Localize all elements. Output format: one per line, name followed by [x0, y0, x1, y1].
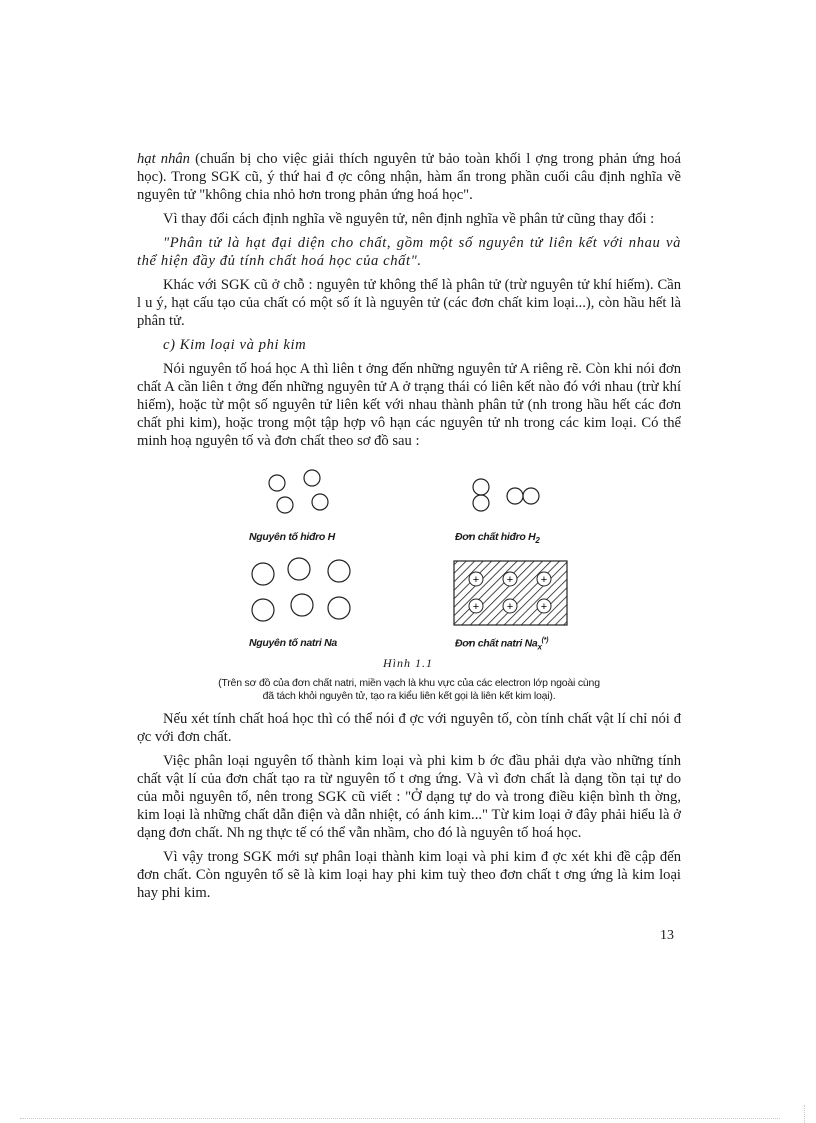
caption-sodium-substance-text: Đơn chất natri Na: [455, 637, 538, 650]
paragraph-1-lead: hạt nhân: [137, 151, 190, 167]
caption-hydrogen-element: Nguyên tố hiđro H: [249, 531, 335, 543]
subscript-2: 2: [535, 536, 540, 546]
bottom-dotted-border: [20, 1118, 780, 1119]
footnote-mark: (*): [541, 637, 549, 644]
paragraph-3-definition: "Phân tử là hạt đại diện cho chất, gồm một số nguyên tử liên kết với nhau và thể hiện đầy đủ tính chất hoá học của chất".: [137, 235, 681, 269]
figure-note-line-1: (Trên sơ đồ của đơn chất natri, miền vạch là khu vực của các electron lớp ngoài cùng: [218, 677, 600, 689]
caption-hydrogen-substance-text: Đơn chất hiđro H: [455, 531, 536, 543]
hydrogen-atom-bonded: [473, 479, 489, 495]
caption-sodium-element: Nguyên tố natri Na: [249, 637, 337, 649]
text-block-bottom: [137, 710, 681, 902]
paragraph-5: Nói nguyên tố hoá học A thì liên t ởng đến những nguyên tử A riêng rẽ. Còn khi nói đơn chất A cần liên t ởng đến những nguyên tử A ở trạng thái có liên kết nào đó với nhau (trừ khí hiếm), hoặc từ một số nguyên tử liên kết với nhau thành phân tử (nh trong hầu hết các đơn chất phi kim), hoặc trong một tập hợp vô hạn các nguyên tử nh trong các kim loại. Có thể minh hoạ nguyên tố và đơn chất theo sơ đồ sau :: [137, 361, 681, 449]
hydrogen-atom: [304, 470, 320, 486]
hydrogen-atom: [269, 475, 285, 491]
paragraph-2: Vì thay đổi cách định nghĩa về nguyên tử, nên định nghĩa về phân tử cũng thay đổi :: [163, 211, 655, 227]
hydrogen-element-atoms: [269, 470, 328, 513]
sodium-metal-lattice: [454, 561, 567, 625]
figure-note: [137, 677, 681, 703]
figure-title: Hình 1.1: [383, 656, 433, 670]
sodium-atom: [252, 563, 274, 585]
section-heading-c: c) Kim loại và phi kim: [163, 337, 307, 353]
caption-hydrogen-substance: [455, 531, 540, 545]
paragraph-4: Khác với SGK cũ ở chỗ : nguyên tử không thể là phân tử (trừ nguyên tử khí hiếm). Cần l u ý, hạt cấu tạo của chất có một số ít là nguyên tử (các đơn chất kim loại...), còn hầu hết là phân tử.: [137, 277, 681, 329]
sodium-atom: [288, 558, 310, 580]
right-dotted-border: [804, 1105, 805, 1123]
plus-sign: +: [540, 574, 548, 586]
electron-sea-region: [454, 561, 567, 625]
paragraph-1-rest: (chuẩn bị cho việc giải thích nguyên tử bảo toàn khối l ợng trong phản ứng hoá học). Trong SGK cũ, ý thứ hai đ ợc công nhận, hàm ẩn trong phần cuối câu định nghĩa về nguyên tử "không chia nhỏ hơn trong phản ứng hoá học".: [137, 151, 682, 203]
paragraph-6: Nếu xét tính chất hoá học thì có thể nói đ ợc với nguyên tố, còn tính chất vật lí chỉ nói đ ợc với đơn chất.: [137, 711, 681, 745]
plus-sign: +: [506, 601, 514, 613]
hydrogen-molecules: [473, 479, 539, 511]
subscript-x: x: [537, 642, 542, 652]
plus-sign: +: [506, 574, 514, 586]
plus-sign: +: [472, 574, 480, 586]
plus-sign: +: [540, 601, 548, 613]
hydrogen-atom: [277, 497, 293, 513]
caption-sodium-substance: [455, 637, 548, 652]
sodium-atom: [291, 594, 313, 616]
hydrogen-atom-bonded: [507, 488, 523, 504]
paragraph-8: Vì vậy trong SGK mới sự phân loại thành kim loại và phi kim đ ợc xét khi đề cập đến đơn chất. Còn nguyên tố sẽ là kim loại hay phi kim tuỳ theo đơn chất t ơng ứng là kim loại hay phi kim.: [137, 849, 681, 901]
sodium-atom: [328, 560, 350, 582]
sodium-element-atoms: [252, 558, 350, 621]
sodium-atom: [252, 599, 274, 621]
sodium-atom: [328, 597, 350, 619]
hydrogen-atom-bonded: [523, 488, 539, 504]
page-number: 13: [660, 928, 674, 943]
hydrogen-atom-bonded: [473, 495, 489, 511]
figure-note-line-2: đã tách khỏi nguyên tử, tạo ra kiểu liên kết gọi là liên kết kim loại).: [262, 690, 556, 702]
hydrogen-atom: [312, 494, 328, 510]
plus-sign: +: [472, 601, 480, 613]
paragraph-7: Việc phân loại nguyên tố thành kim loại và phi kim b ớc đầu phải dựa vào những tính chất vật lí của đơn chất tạo ra từ nguyên tố t ơng ứng. Và vì đơn chất là dạng tồn tại tự do của mỗi nguyên tố, nên trong SGK cũ viết : "Ở dạng tự do và trong điều kiện bình th ờng, kim loại là những chất dẫn điện và dẫn nhiệt, có ánh kim..." Từ kim loại ở đây phải hiểu là ở dạng đơn chất. Nh ng thực tế có thể vẫn nhầm, cho đó là nguyên tố hoá học.: [137, 753, 681, 841]
